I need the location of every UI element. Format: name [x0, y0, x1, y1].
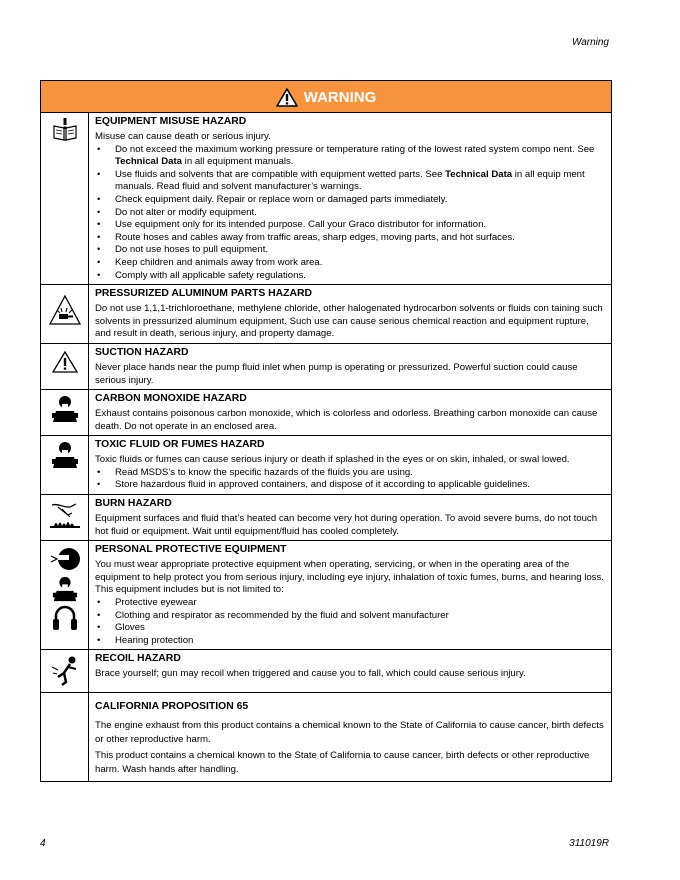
warning-banner-row: [41, 81, 612, 113]
hazard-text-cell: [89, 113, 612, 285]
bullet-item: • Protective eyewear: [95, 597, 605, 610]
bullet-item: • Check equipment daily. Repair or replace worn or damaged parts immediately.: [95, 194, 605, 207]
hot-surface-icon: [48, 499, 82, 529]
hazard-text-cell: [89, 390, 612, 436]
respirator-icon: [50, 395, 80, 423]
hazard-title: BURN HAZARD: [95, 498, 172, 510]
hazard-row: [41, 436, 612, 495]
hazard-description: Never place hands near the pump fluid inlet when pump is operating or pressurized. Powerful suction could cause serious injury.: [95, 361, 578, 386]
hazard-bullet-list: [95, 467, 605, 492]
hazard-icon-cell: [41, 650, 89, 693]
bullet-item: • Use fluids and solvents that are compatible with equipment wetted parts. See Technical Data in all equip ment manuals. Read fluid and solvent manufacturer’s warnings.: [95, 169, 605, 194]
warning-table: [40, 80, 612, 782]
bullet-item: • Clothing and respirator as recommended by the fluid and solvent manufacturer: [95, 610, 605, 623]
bullet-item: • Do not alter or modify equipment.: [95, 207, 605, 220]
hazard-bullet-list: [95, 144, 605, 283]
hazard-text-cell: [89, 650, 612, 693]
hazard-icon-cell: [41, 693, 89, 782]
hazard-description: You must wear appropriate protective equipment when operating, servicing, or when in the operating area of the equipment to help protect you from serious injury, including eye injury, inhalation of toxic fumes, burns, and hearing loss. This equipment includes but is not limited to:: [95, 559, 604, 596]
face-shield-icon: [49, 546, 81, 574]
bullet-item: • Store hazardous fluid in approved containers, and dispose of it according to applicable guidelines.: [95, 479, 605, 492]
section-header: Warning: [571, 37, 609, 48]
hazard-description: Toxic fluids or fumes can cause serious injury or death if splashed in the eyes or on skin, inhaled, or swal lowed.: [95, 454, 570, 466]
hazard-description: Brace yourself; gun may recoil when triggered and cause you to fall, which could cause serious injury.: [95, 668, 526, 680]
manual-read-icon: [52, 117, 78, 143]
warning-banner: [41, 81, 612, 113]
hazard-text-cell: [89, 693, 612, 782]
hazard-icon-cell: [41, 343, 89, 389]
hazard-icon-cell: [41, 113, 89, 285]
warning-triangle-icon: [51, 350, 79, 374]
hazard-title: PRESSURIZED ALUMINUM PARTS HAZARD: [95, 288, 313, 300]
hazard-bullet-list: [95, 597, 605, 647]
hazard-title: PERSONAL PROTECTIVE EQUIPMENT: [95, 544, 287, 556]
hazard-text-cell: [89, 436, 612, 495]
hazard-description: Misuse can cause death or serious injury.: [95, 131, 271, 142]
bullet-item: • Hearing protection: [95, 635, 605, 648]
hazard-icon-cell: [41, 390, 89, 436]
hazard-row: [41, 285, 612, 344]
bullet-item: • Do not use hoses to pull equipment.: [95, 244, 605, 257]
hazard-description: Do not use 1,1,1-trichloroethane, methylene chloride, other halogenated hydrocarbon solvents or fluids con taining such solvents in pressurized aluminum equipment. Such use can cause serious chemical reaction and equipment rupture, and result in death, serious injury, and property damage.: [95, 303, 603, 340]
respirator-icon: [50, 441, 80, 469]
prop65-paragraph: This product contains a chemical known to the State of California to cause cancer, birth defects or other reproductive harm. Wash hands after handling.: [95, 750, 590, 775]
hazard-row: [41, 343, 612, 389]
warning-title: WARNING: [303, 89, 377, 106]
bullet-item: • Comply with all applicable safety regulations.: [95, 270, 605, 283]
prop65-paragraph: The engine exhaust from this product contains a chemical known to the State of California to cause cancer, birth defects or other reproductive harm.: [95, 720, 604, 745]
hazard-row: [41, 693, 612, 782]
hazard-row: [41, 390, 612, 436]
hazard-icon-cell: [41, 495, 89, 541]
hazard-title: SUCTION HAZARD: [95, 346, 189, 358]
hazard-title: TOXIC FLUID OR FUMES HAZARD: [95, 439, 265, 451]
hazard-row: [41, 113, 612, 285]
hazard-title: EQUIPMENT MISUSE HAZARD: [95, 116, 247, 127]
hazard-text-cell: [89, 343, 612, 389]
bullet-item: • Route hoses and cables away from traffic areas, sharp edges, moving parts, and hot surfaces.: [95, 232, 605, 245]
hazard-text-cell: [89, 541, 612, 650]
ear-protection-icon: [51, 604, 79, 632]
hazard-text-cell: [89, 495, 612, 541]
hazard-title: CALIFORNIA PROPOSITION 65: [95, 701, 249, 713]
hazard-icon-cell: [41, 541, 89, 650]
respirator-icon: [50, 576, 80, 602]
hazard-row: [41, 541, 612, 650]
hazard-title: RECOIL HAZARD: [95, 653, 181, 665]
hazard-description: Equipment surfaces and fluid that’s heated can become very hot during operation. To avoid severe burns, do not touch hot fluid or equipment. Wait until equipment/fluid has cooled completely.: [95, 513, 598, 537]
bullet-item: • Read MSDS’s to know the specific hazards of the fluids you are using.: [95, 467, 605, 480]
hazard-description: Exhaust contains poisonous carbon monoxide, which is colorless and odorless. Breathing carbon monoxide can cause death. Do not operate in an enclosed area.: [95, 408, 598, 432]
pressurized-aluminum-icon: [48, 294, 82, 326]
hazard-icon-cell: [41, 285, 89, 344]
recoil-icon: [50, 655, 80, 687]
warning-triangle-icon: [276, 88, 298, 107]
bullet-item: • Keep children and animals away from work area.: [95, 257, 605, 270]
hazard-text-cell: [89, 285, 612, 344]
hazard-row: [41, 650, 612, 693]
hazard-row: [41, 495, 612, 541]
hazard-icon-cell: [41, 436, 89, 495]
hazard-title: CARBON MONOXIDE HAZARD: [95, 393, 247, 405]
bullet-item: • Do not exceed the maximum working pressure or temperature rating of the lowest rated system compo nent. See Technical Data in all equipment manuals.: [95, 144, 605, 169]
page-number: 4: [40, 838, 46, 849]
bullet-item: • Use equipment only for its intended purpose. Call your Graco distributor for information.: [95, 219, 605, 232]
bullet-item: • Gloves: [95, 622, 605, 635]
document-number: 311019R: [569, 838, 609, 849]
